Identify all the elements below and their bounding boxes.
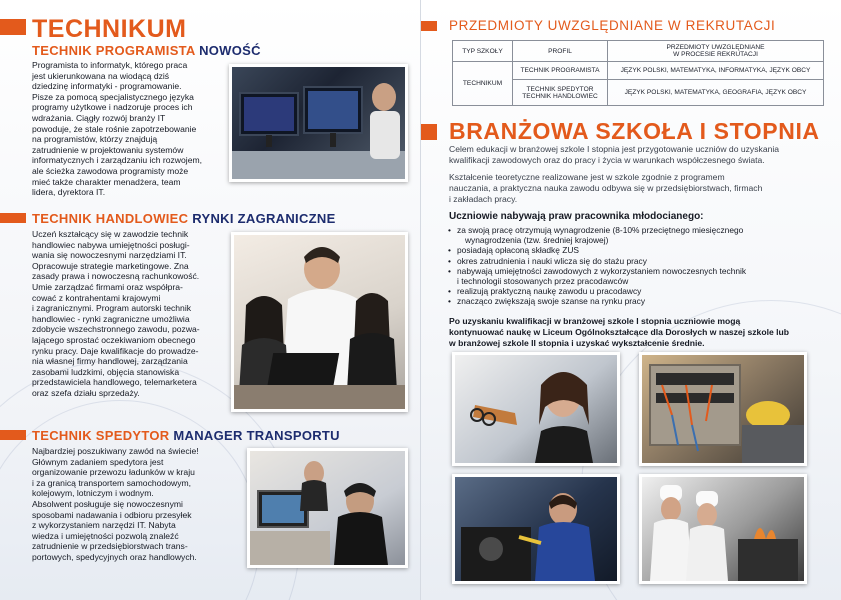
cell-line: TECHNIK HANDLOWIEC — [522, 92, 598, 100]
text-line: zatrudnienie w projektowaniu systemów — [32, 144, 184, 155]
orange-square-icon — [0, 19, 26, 35]
orange-square-icon — [421, 124, 437, 140]
orange-square-icon — [0, 430, 26, 440]
text-line: i zagranicznymi. Program autorski technik — [32, 303, 192, 314]
rights-heading: Uczniowie nabywają praw pracownika młodocianego: — [449, 211, 704, 222]
branzowa-title: BRANŻOWA SZKOŁA I STOPNIA — [449, 118, 820, 144]
text-line: sposobami nadawania i odbioru przesyłek — [32, 509, 192, 520]
text-line: Umie zarządzać firmami oraz współpra- — [32, 281, 183, 292]
text-line: informatycznych i zarządzaniu ich rozwojem, — [32, 155, 203, 166]
computer-monitors-illustration — [232, 67, 405, 179]
text-line: w branżowej szkole II stopnia i uzyskać wykształcenie średnie. — [449, 337, 705, 348]
text-line: nauczania, a praktyczna nauka zawodu odbywa się w przedsiębiorstwach, firmach — [449, 182, 763, 193]
list-item-line: • realizują praktyczną naukę zawodu u pracodawcy — [457, 286, 642, 297]
text-line: dziedzinę informatyki - programowanie. — [32, 81, 182, 92]
list-item-line: • okres zatrudnienia i nauki wlicza się do stażu pracy — [457, 255, 647, 266]
text-line: i za granicą transportem samochodowym, — [32, 477, 192, 488]
text-line: programy użytkowe i nadzoruje proces ich — [32, 102, 193, 113]
text-line: Uczeń kształcący się w zawodzie technik — [32, 229, 189, 239]
section-heading-spedytor — [32, 428, 340, 443]
text-line: Najbardziej poszukiwany zawód na świecie! — [32, 446, 199, 456]
header-cell: TYP SZKOŁY — [453, 41, 513, 62]
photo-programmers — [229, 64, 408, 182]
photo-chefs — [639, 474, 807, 584]
left-page — [0, 0, 420, 600]
list-item-line: • nabywają umiejętności zawodowych z wykorzystaniem nowoczesnych technik — [457, 265, 747, 276]
text-line: organizowanie przewozu ładunków w kraju — [32, 467, 195, 478]
text-line: z wykorzystaniem narzędzi IT. Nabyta — [32, 520, 176, 531]
handlowiec-text — [32, 229, 219, 399]
list-item — [447, 245, 827, 255]
header-line: W PROCESIE REKRUTACJI — [673, 51, 758, 58]
text-line: Głównym zadaniem spedytora jest — [32, 456, 164, 467]
heading-orange: TECHNIK SPEDYTOR — [32, 428, 170, 443]
text-line: Absolwent posługuje się nowoczesnymi — [32, 498, 183, 509]
intro-paragraph-1 — [449, 144, 829, 166]
text-line: przedstawiciela handlowego, telemarketera — [32, 377, 197, 388]
people-at-laptop-illustration — [234, 235, 405, 409]
text-line: wiedza i umiejętności pozwolą znaleźć — [32, 530, 179, 541]
section-heading-handlowiec — [32, 211, 336, 226]
text-line: Celem edukacji w branżowej szkole I stopnia jest przygotowanie uczniów do uzyskania — [449, 144, 780, 154]
text-line: kontynuować naukę w Liceum Ogólnokształcące dla Dorosłych w naszej szkole lub — [449, 326, 790, 337]
text-line: wania się nowoczesnymi narzędziami IT. — [32, 250, 187, 261]
mechanic-illustration — [455, 477, 617, 581]
table-cell — [513, 80, 608, 106]
text-line: i zakładach pracy. — [449, 193, 518, 204]
table-row — [453, 62, 824, 80]
office-computer-illustration — [250, 451, 405, 565]
orange-square-icon — [0, 213, 26, 223]
text-line: rynku pracy. Daje kwalifikacje do prowadze- — [32, 345, 199, 356]
heading-navy: MANAGER TRANSPORTU — [173, 428, 340, 443]
header-line: PRZEDMIOTY UWZGLĘDNIANE — [666, 44, 765, 51]
text-line: zdobycie wszechstronnego zawodu, pozwa- — [32, 324, 200, 335]
list-item — [447, 256, 827, 266]
text-line: portowych, spedycyjnych oraz handlowych. — [32, 551, 197, 562]
text-line: wdrażania. Ciągły rozwój branży IT — [32, 112, 166, 123]
chefs-illustration — [642, 477, 804, 581]
section-heading-programista — [32, 43, 261, 58]
right-page — [421, 0, 841, 600]
list-item-line: wynagrodzenia (tzw. średniej krajowej) — [465, 235, 609, 246]
text-line: Pisze za pomocą specjalistycznego języka — [32, 91, 194, 102]
spedytor-text — [32, 446, 219, 563]
page-title: TECHNIKUM — [32, 15, 187, 43]
text-line: jest ukierunkowana na wiodącą dziś — [32, 70, 170, 81]
list-item — [447, 225, 827, 245]
list-item-line: i technologii stosowanych przez pracodawców — [457, 276, 629, 287]
list-item-line: • posiadają opłaconą składkę ZUS — [457, 245, 579, 256]
cell-line: TECHNIK SPEDYTOR — [526, 85, 594, 93]
intro-paragraph-2 — [449, 172, 829, 204]
orange-square-icon — [421, 21, 437, 31]
text-line: handlowiec - rynki zagraniczne umożliwia — [32, 313, 190, 324]
heading-orange: TECHNIK PROGRAMISTA — [32, 43, 196, 58]
text-line: mieć także charakter menadżera, team — [32, 176, 181, 187]
text-line: handlowiec nabywa umiejętności posługi- — [32, 239, 190, 250]
rights-list — [447, 225, 827, 307]
text-line: Programista to informatyk, którego praca — [32, 60, 188, 70]
hairdresser-illustration — [455, 355, 617, 463]
text-line: zasobami ludzkimi, objęcia stanowiska — [32, 366, 180, 377]
table-cell: JĘZYK POLSKI, MATEMATYKA, GEOGRAFIA, JĘZYK OBCY — [608, 80, 824, 106]
header-cell: PROFIL — [513, 41, 608, 62]
heading-navy: NOWOŚĆ — [199, 43, 261, 58]
text-line: Po uzyskaniu kwalifikacji w branżowej szkole I stopnia uczniowie mogą — [449, 316, 741, 326]
text-line: na programistów, którzy znajdują — [32, 134, 158, 145]
text-line: zatrudnienie w przedsiębiorstwach trans- — [32, 541, 188, 552]
list-item — [447, 286, 827, 296]
table-header-row — [453, 41, 824, 62]
table-cell: TECHNIKUM — [453, 62, 513, 106]
list-item-line: • za swoją pracę otrzymują wynagrodzenie (8-10% przeciętnego miesięcznego — [457, 225, 744, 235]
table-title: PRZEDMIOTY UWZGLĘDNIANE W REKRUTACJI — [449, 18, 776, 33]
text-line: Kształcenie teoretyczne realizowane jest w szkole zgodnie z programem — [449, 172, 725, 182]
text-line: ale ścieżka zawodowa programisty może — [32, 165, 189, 176]
recruitment-table — [452, 40, 824, 106]
text-line: kolejowym, lotniczym i wodnym. — [32, 488, 154, 499]
list-item — [447, 266, 827, 286]
table-cell: TECHNIK PROGRAMISTA — [513, 62, 608, 80]
photo-hairdresser — [452, 352, 620, 466]
text-line: cować z kontrahentami krajowymi — [32, 292, 161, 303]
text-line: kwalifikacji zawodowych oraz do pracy i życia w warunkach współczesnego świata. — [449, 154, 765, 165]
heading-navy: RYNKI ZAGRANICZNE — [192, 211, 336, 226]
heading-orange: TECHNIK HANDLOWIEC — [32, 211, 189, 226]
programista-text — [32, 60, 219, 198]
text-line: nia własnej firmy handlowej, zarządzania — [32, 356, 188, 367]
closing-paragraph — [449, 316, 829, 348]
text-line: zasady prawa i nowoczesną rachunkowość. — [32, 271, 200, 282]
text-line: powoduje, że stale rośnie zapotrzebowanie — [32, 123, 197, 134]
photo-sales-team — [231, 232, 408, 412]
photo-logistics — [247, 448, 408, 568]
list-item — [447, 296, 827, 306]
photo-mechanic — [452, 474, 620, 584]
text-line: Opracowuje strategie marketingowe. Zna — [32, 260, 189, 271]
list-item-line: • znacząco zwiększają swoje szanse na rynku pracy — [457, 296, 646, 307]
text-line: lidera, dyrektora IT. — [32, 187, 106, 198]
photo-electrician — [639, 352, 807, 466]
header-cell — [608, 41, 824, 62]
text-line: oraz szefa działu sprzedaży. — [32, 387, 140, 398]
text-line: lającego sprostać oczekiwaniom obecnego — [32, 334, 196, 345]
table-cell: JĘZYK POLSKI, MATEMATYKA, INFORMATYKA, JĘZYK OBCY — [608, 62, 824, 80]
electrician-illustration — [642, 355, 804, 463]
